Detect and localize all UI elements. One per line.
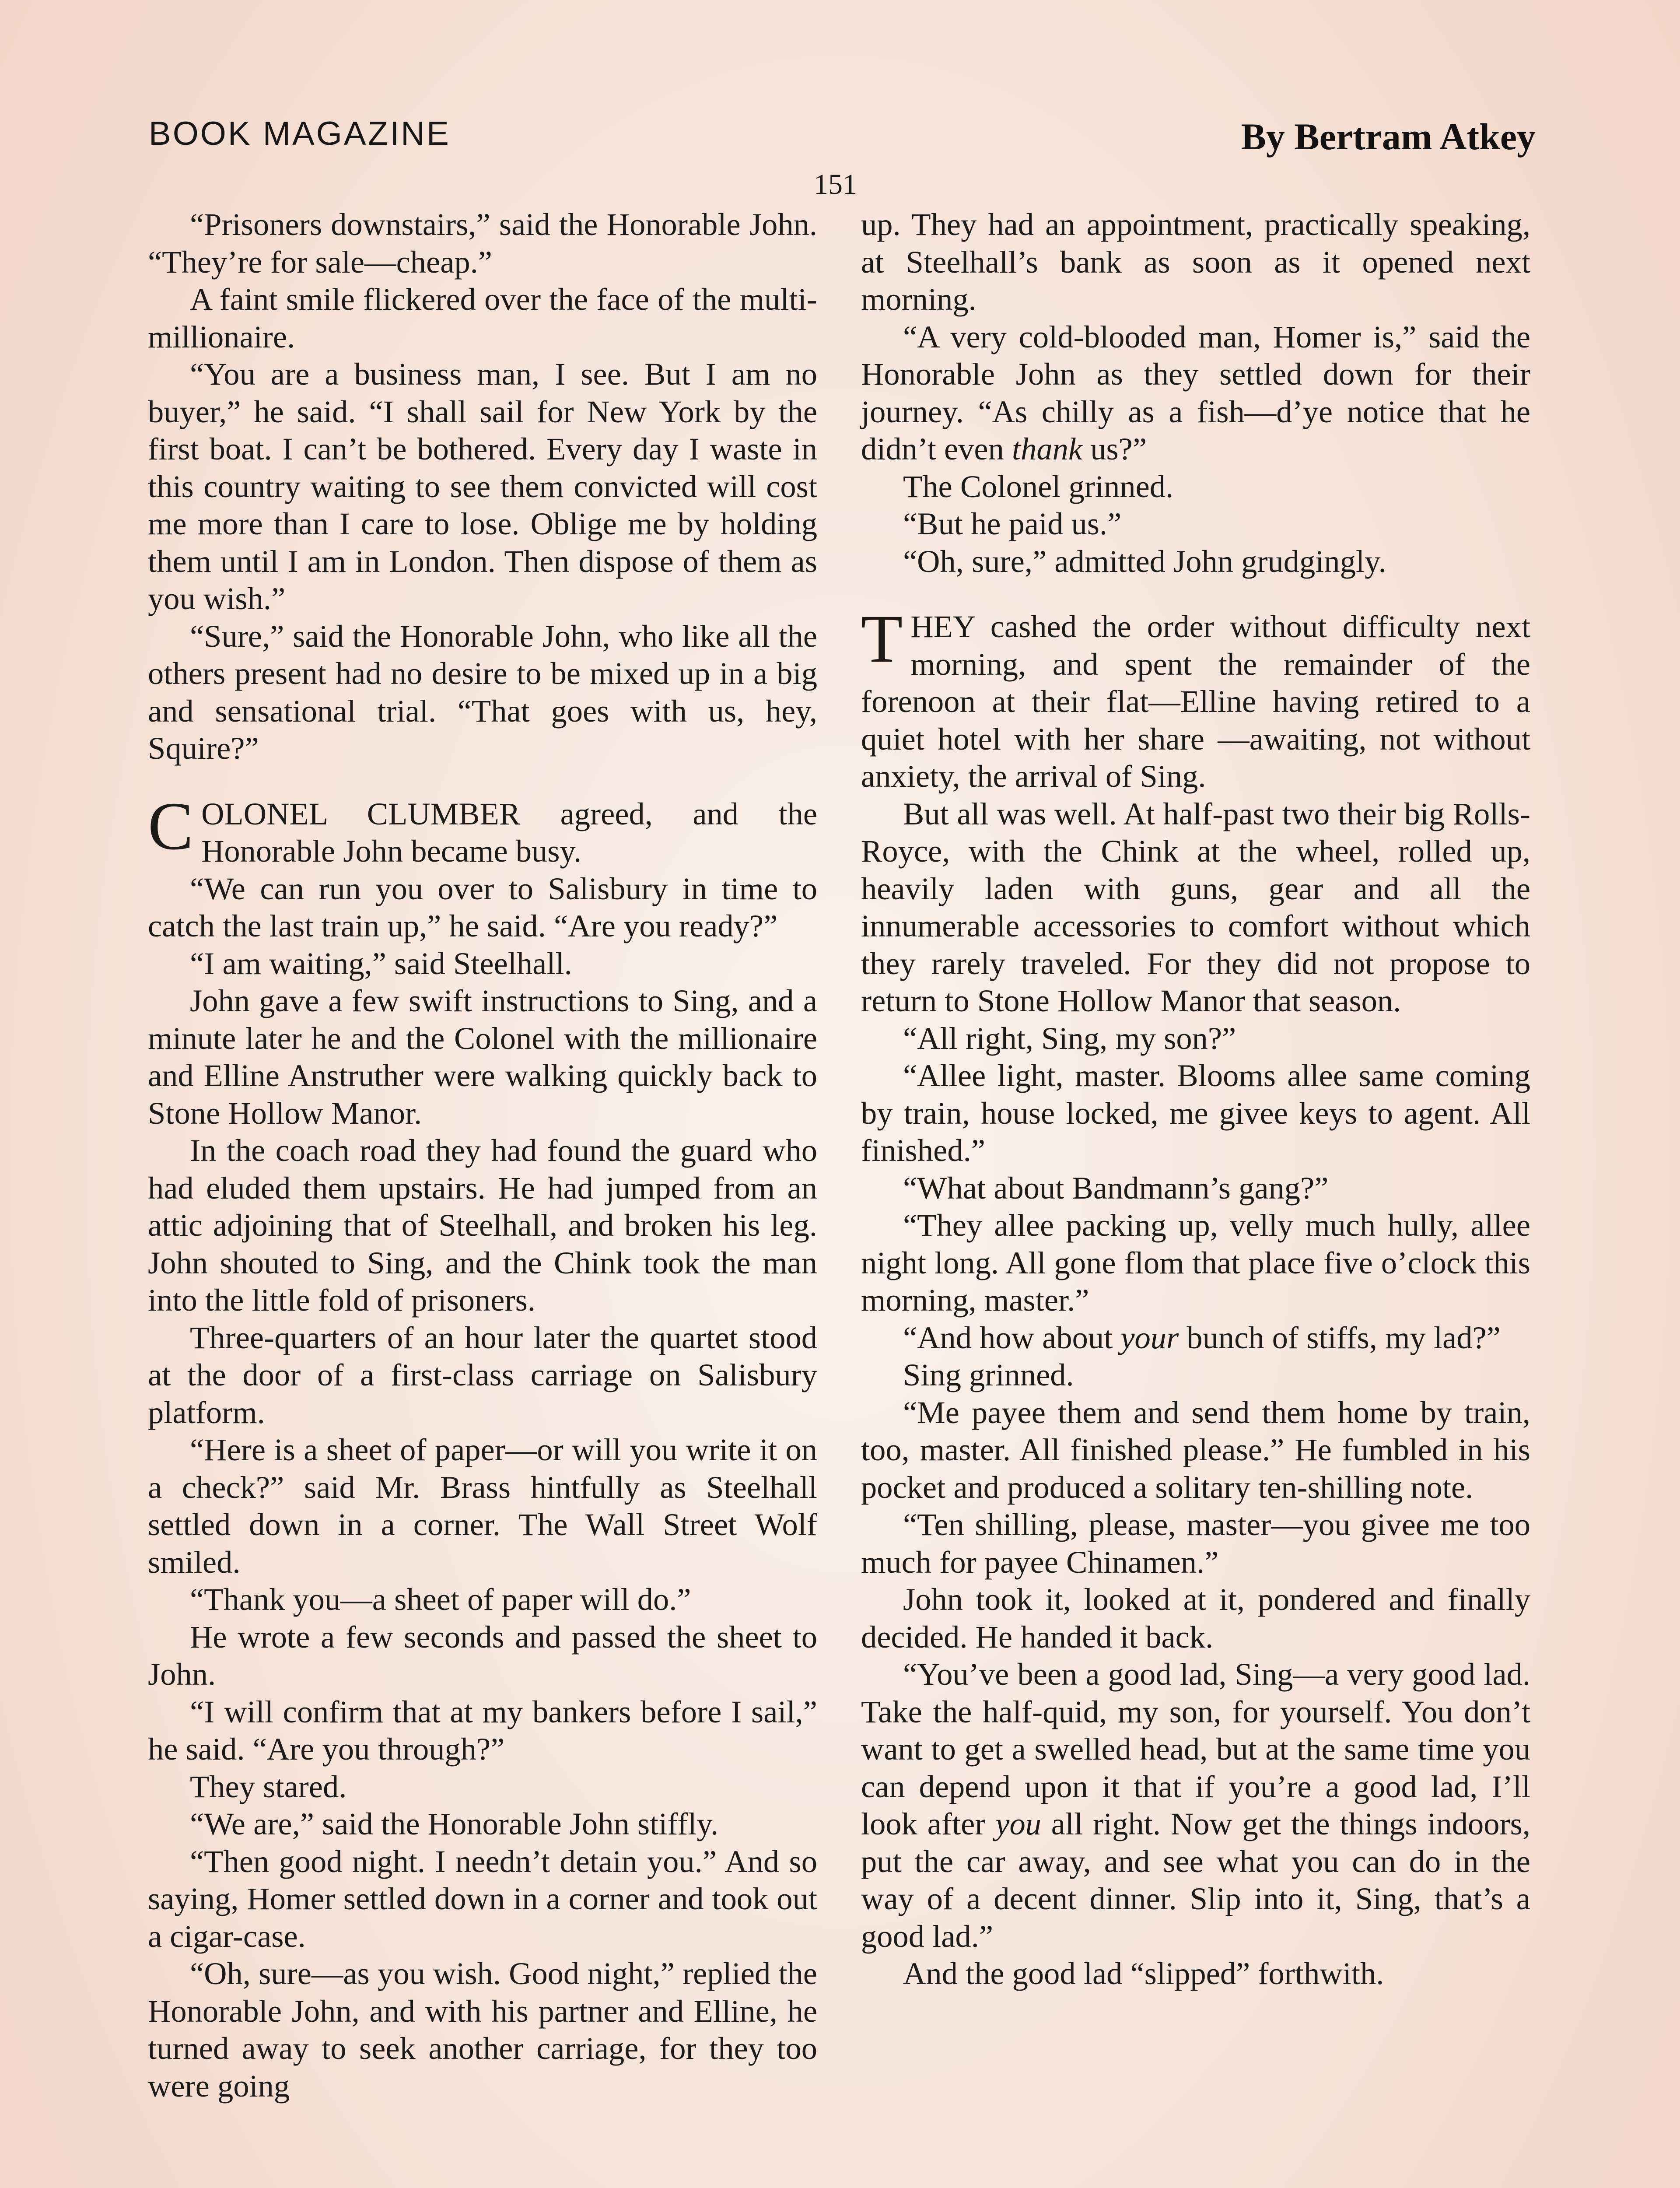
paragraph: “All right, Sing, my son?” xyxy=(903,1020,1236,1056)
paragraph-text: “And how about xyxy=(903,1319,1121,1355)
paragraph: In the coach road they had found the guard who had eluded them upstairs. He had jumped from an attic adjoining that of Steelhall, and broken his leg. John shouted to Sing, and the Chink took the man into the little fold of prisoners. xyxy=(148,1133,817,1318)
paragraph: “What about Bandmann’s gang?” xyxy=(903,1170,1329,1206)
paragraph: “Thank you—a sheet of paper will do.” xyxy=(190,1581,691,1617)
paragraph: “They allee packing up, velly much hully, allee night long. All gone flom that place five o’clock this morning, master.” xyxy=(861,1207,1530,1318)
paragraph: They stared. xyxy=(190,1768,347,1804)
paragraph: “Prisoners downstairs,” said the Honorable John. “They’re for sale—cheap.” xyxy=(148,207,817,280)
paragraph: “I will confirm that at my bankers before I sail,” he said. “Are you through?” xyxy=(148,1694,817,1767)
paragraph-text: “You’ve been a good lad, Sing—a very good lad. Take the half-quid, my son, for yourself. You don’t want to get a swelled head, but at the same time you can depend upon it that if you’re a good lad, I’ll look after xyxy=(861,1656,1530,1841)
emphasis: you xyxy=(995,1806,1041,1841)
paragraph: Sing grinned. xyxy=(903,1357,1074,1392)
paragraph: He wrote a few seconds and passed the sheet to John. xyxy=(148,1619,817,1692)
paragraph: “Here is a sheet of paper—or will you write it on a check?” said Mr. Brass hintfully as Steelhall settled down in a corner. The Wall Street Wolf smiled. xyxy=(148,1432,817,1580)
paragraph xyxy=(861,318,1530,468)
paragraph: Three-quarters of an hour later the quartet stood at the door of a first-class carriage on Salisbury platform. xyxy=(148,1319,817,1430)
paragraph: “Oh, sure,” admitted John grudgingly. xyxy=(903,543,1386,579)
emphasis: your xyxy=(1120,1319,1179,1355)
paragraph: “Sure,” said the Honorable John, who like all the others present had no desire to be mixed up in a big and sensational trial. “That goes with us, hey, Squire?” xyxy=(148,618,817,766)
paragraph: “Me payee them and send them home by train, too, master. All finished please.” He fumbled in his pocket and produced a solitary ten-shilling note. xyxy=(861,1394,1530,1505)
drop-cap: C xyxy=(148,788,194,864)
right-column xyxy=(861,206,1530,1992)
running-header-title: BOOK MAGAZINE xyxy=(149,115,451,152)
paragraph: “Then good night. I needn’t detain you.” And so saying, Homer settled down in a corner and took out a cigar-case. xyxy=(148,1843,817,1954)
section-opening-paragraph xyxy=(148,788,817,870)
paragraph: “You are a business man, I see. But I am no buyer,” he said. “I shall sail for New York by the first boat. I can’t be bothered. Every day I waste in this country waiting to see them convicted will cost me more than I care to lose. Oblige me by holding them until I am in London. Then dispose of them as you wish.” xyxy=(148,356,817,616)
paragraph: “I am waiting,” said Steelhall. xyxy=(190,945,572,981)
paragraph-text: bunch of stiffs, my lad?” xyxy=(1179,1319,1501,1355)
paragraph-text: “A very cold-blooded man, Homer is,” said the Honorable John as they settled down for their journey. “As chilly as a fish—d’ye notice that he didn’t even xyxy=(861,319,1530,466)
paragraph-text: OLONEL CLUMBER agreed, and the Honorable John became busy. xyxy=(201,796,817,869)
emphasis: thank xyxy=(1012,431,1083,466)
running-header-author: By Bertram Atkey xyxy=(1241,116,1536,158)
paragraph xyxy=(861,1319,1530,1357)
paragraph: “But he paid us.” xyxy=(903,506,1122,541)
paragraph-continued: up. They had an appointment, practically speaking, at Steelhall’s bank as soon as it opened next morning. xyxy=(861,207,1530,317)
left-column xyxy=(148,206,817,2104)
page-number: 151 xyxy=(814,168,857,200)
paragraph: But all was well. At half-past two their big Rolls-Royce, with the Chink at the wheel, rolled up, heavily laden with guns, gear and all the innumerable accessories to comfort without which they rarely traveled. For they did not propose to return to Stone Hollow Manor that season. xyxy=(861,796,1530,1018)
paragraph: “We can run you over to Salisbury in time to catch the last train up,” he said. “Are you ready?” xyxy=(148,870,817,943)
paragraph: “Oh, sure—as you wish. Good night,” replied the Honorable John, and with his partner and Elline, he turned away to seek another carriage, for they too were going xyxy=(148,1956,817,2104)
paragraph: “Ten shilling, please, master—you givee me too much for payee Chinamen.” xyxy=(861,1507,1530,1580)
section-opening-paragraph xyxy=(861,601,1530,795)
paragraph xyxy=(861,1655,1530,1955)
paragraph-text: HEY cashed the order without difficulty next morning, and spent the remainder of the forenoon at their flat—Elline having retired to a quiet hotel with her share —awaiting, not without anxiety, the arrival of Sing. xyxy=(861,609,1530,794)
drop-cap: T xyxy=(861,601,903,677)
paragraph: “Allee light, master. Blooms allee same coming by train, house locked, me givee keys to agent. All finished.” xyxy=(861,1058,1530,1168)
paragraph: The Colonel grinned. xyxy=(903,468,1174,504)
paragraph: John gave a few swift instructions to Sing, and a minute later he and the Colonel with the millionaire and Elline Anstruther were walking quickly back to Stone Hollow Manor. xyxy=(148,983,817,1131)
paragraph: And the good lad “slipped” forthwith. xyxy=(903,1956,1384,1991)
paragraph-text: us?” xyxy=(1082,431,1147,466)
paragraph: A faint smile flickered over the face of the multi-millionaire. xyxy=(148,281,817,354)
paragraph: “We are,” said the Honorable John stiffly. xyxy=(190,1806,719,1841)
paragraph: John took it, looked at it, pondered and finally decided. He handed it back. xyxy=(861,1581,1530,1655)
paragraph-text: all right. Now get the things indoors, put the car away, and see what you can do in the way of a decent dinner. Slip into it, Sing, that’s a good lad.” xyxy=(861,1806,1530,1954)
